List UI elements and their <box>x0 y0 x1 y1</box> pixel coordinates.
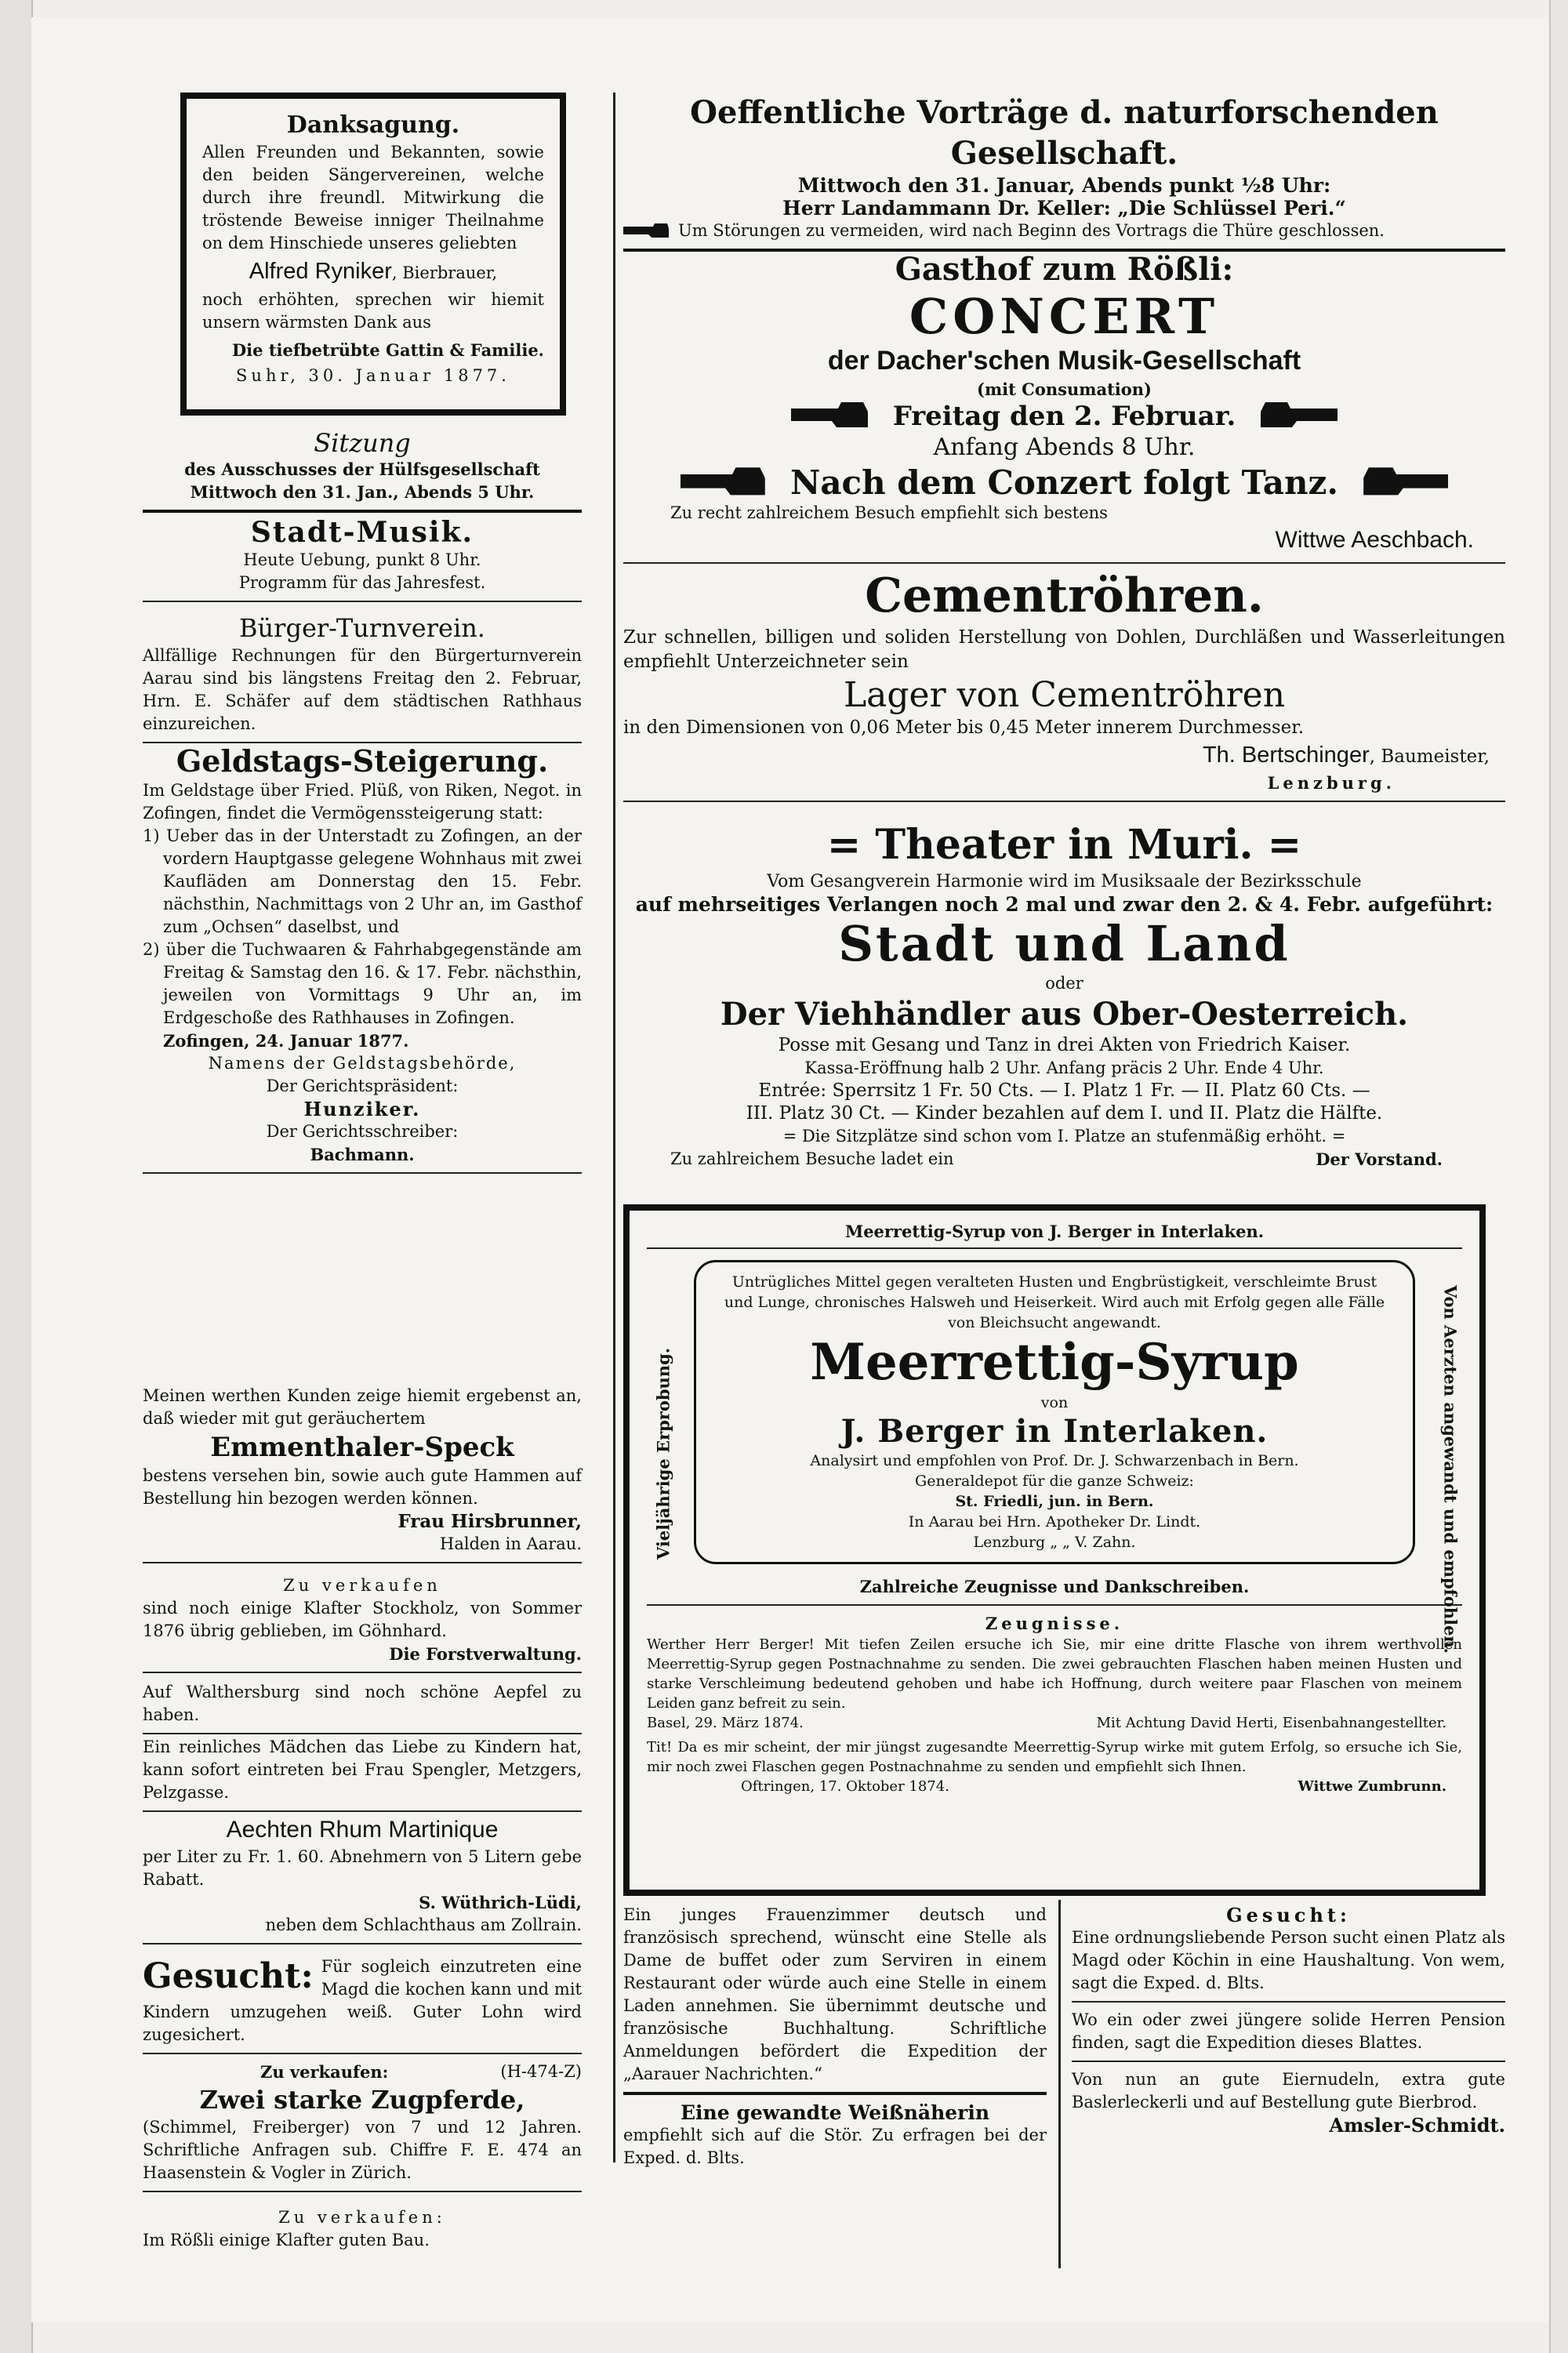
zugpferde-body: (Schimmel, Freiberger) von 7 und 12 Jahren. Schriftliche Anfragen sub. Chiffre F. E. 474 an Haasenstein & Vogler in Zürich. <box>143 2118 582 2182</box>
syrup-letter1-date: Basel, 29. März 1874. <box>647 1715 804 1731</box>
cement-body2: in den Dimensionen von 0,06 Meter bis 0,45 Meter innerem Durchmesser. <box>623 717 1305 738</box>
rhum-ad <box>143 1814 582 1951</box>
page-edge-left <box>0 0 33 2353</box>
syrup-letter2-date: Oftringen, 17. Oktober 1874. <box>741 1778 949 1795</box>
syrup-side-left: Vieljährige Erprobung. <box>653 1347 673 1560</box>
theater-kasse: Kassa-Eröffnung halb 2 Uhr. Anfang präcis 2 Uhr. Ende 4 Uhr. <box>804 1058 1324 1077</box>
geldstag-intro: Im Geldstage über Fried. Plüß, von Riken, Negot. in Zofingen, findet die Vermögenssteigerung statt: <box>143 781 582 822</box>
pointing-hand-left-icon <box>1259 401 1338 432</box>
theater-play2: Der Viehhändler aus Ober-Oesterreich. <box>720 996 1409 1033</box>
syrup-title: Meerrettig-Syrup <box>810 1333 1299 1392</box>
gesucht-person-title: Gesucht: <box>1226 1904 1351 1926</box>
eiernudeln-body: Von nun an gute Eiernudeln, extra gute Baslerleckerli und auf Bestellung gute Bierbrod. <box>1072 2070 1505 2112</box>
speck-title: Emmenthaler-Speck <box>210 1432 514 1463</box>
concert-sub2: (mit Consumation) <box>977 379 1152 399</box>
frauenzimmer-ad: Ein junges Frauenzimmer deutsch und französisch sprechend, wünscht eine Stelle als Dame de buffet oder zum Serviren in einem Restaurant oder würde auch eine Stelle in einem Laden annehmen. Sie übernimmt deutsche und französische Buchhaltung. Schriftliche Anmeldungen befördert die Expedition der „Aarauer Nachrichten.“ <box>623 1905 1047 2083</box>
theater-ad <box>623 820 1505 1171</box>
geldstag-authority: Namens der Geldstagsbehörde, <box>208 1054 517 1073</box>
geldstag-president-title: Der Gerichtspräsident: <box>266 1077 459 1095</box>
theater-invite-row <box>623 1148 1505 1171</box>
concert-ad <box>623 249 1505 570</box>
syrup-ad <box>623 1204 1486 1896</box>
rhum-title: Aechten Rhum Martinique <box>226 1817 499 1843</box>
stockholz-body: sind noch einige Klafter Stockholz, von Sommer 1876 übrig geblieben, im Göhnhard. <box>143 1599 582 1640</box>
cement-ad <box>623 566 1505 808</box>
page-edge-right <box>1549 0 1568 2353</box>
syrup-letter1-sign: Mit Achtung David Herti, Eisenbahnangestellter. <box>1096 1715 1446 1731</box>
theater-intro2: auf mehrseitiges Verlangen noch 2 mal und zwar den 2. & 4. Febr. aufgeführt: <box>635 893 1494 916</box>
danksagung-body2: noch erhöhten, sprechen wir hiemit unsern wärmsten Dank aus <box>202 290 544 332</box>
concert-sub: der Dacher'schen Musik-Gesellschaft <box>827 346 1301 376</box>
column-divider <box>613 93 615 2162</box>
geldstag-ad <box>143 743 582 1180</box>
weissnaeherin-body: empfiehlt sich auf die Stör. Zu erfragen bei der Exped. d. Blts. <box>623 2126 1047 2167</box>
theater-entree: Entrée: Sperrsitz 1 Fr. 50 Cts. — I. Platz 1 Fr. — II. Platz 60 Cts. — <box>758 1080 1370 1101</box>
concert-date: Freitag den 2. Februar. <box>892 401 1236 432</box>
theater-sign: Der Vorstand. <box>1316 1149 1443 1169</box>
danksagung-place: Suhr, 30. Januar 1877. <box>236 366 510 385</box>
right-column <box>623 93 1505 2167</box>
pointing-hand-right-icon-2 <box>681 466 767 500</box>
maedchen-body: Ein reinliches Mädchen das Liebe zu Kindern hat, kann sofort eintreten bei Frau Spengler, Metzgers, Pelzgasse. <box>143 1738 582 1802</box>
geldstag-date: Zofingen, 24. Januar 1877. <box>163 1031 409 1051</box>
weissnaeherin-title: Eine gewandte Weißnäherin <box>681 2101 989 2124</box>
cement-body1: Zur schnellen, billigen und soliden Herstellung von Dohlen, Durchläßen und Wasserleitungen empfiehlt Unterzeichneter sein <box>623 627 1505 672</box>
syrup-analyse: Analysirt und empfohlen von Prof. Dr. J. Schwarzenbach in Bern. <box>810 1452 1299 1469</box>
sitzung-line1: des Ausschusses der Hülfsgesellschaft <box>184 459 540 479</box>
gesucht-magd-title: Gesucht: <box>143 1956 314 1996</box>
cement-place: Lenzburg. <box>1267 773 1396 793</box>
sitzung-title: Sitzung <box>314 428 411 458</box>
syrup-letter2-sig-row <box>647 1777 1462 1796</box>
concert-invite: Zu recht zahlreichem Besuch empfiehlt sich bestens <box>670 503 1108 522</box>
speck-sign: Frau Hirsbrunner, <box>397 1511 582 1532</box>
aepfel-body: Auf Walthersburg sind noch schöne Aepfel zu haben. <box>143 1683 582 1724</box>
eiernudeln-sign: Amsler-Schmidt. <box>1329 2114 1505 2137</box>
aepfel-ad <box>143 1681 582 1741</box>
geldstag-item2: 2) über die Tuchwaaren & Fahrhabgegenstände am Freitag & Samstag den 16. & 17. Febr. nächsthin, jeweilen von Vormittags 9 Uhr an, im Erdgeschoße des Rathhauses in Zofingen. <box>143 940 582 1027</box>
sitzung-line2: Mittwoch den 31. Jan., Abends 5 Uhr. <box>190 482 535 502</box>
geldstag-title: Geldstags-Steigerung. <box>176 743 549 779</box>
bau-head: Zu verkaufen: <box>278 2208 446 2227</box>
bottom-right-subcolumn <box>1072 1904 1505 2137</box>
theater-oder: oder <box>1045 974 1083 993</box>
geldstag-clerk: Bachmann. <box>310 1145 415 1164</box>
bottom-left-subcolumn <box>623 1904 1047 2170</box>
concert-date-row <box>623 401 1505 432</box>
syrup-letter1: Werther Herr Berger! Mit tiefen Zeilen ersuche ich Sie, mir eine dritte Flasche von ihrem werthvollen Meerrettig-Syrup gegen Postnachnahme zu senden. Die zwei gebrauchten Flaschen haben meinen Husten und starke Verschleimung bedeutend gehoben und habe ich Hoffnung, durch weitere paar Flaschen von meinem Leiden ganz befreit zu sein. <box>647 1636 1462 1712</box>
theater-posse: Posse mit Gesang und Tanz in drei Akten von Friedrich Kaiser. <box>778 1035 1351 1055</box>
bau-ad <box>143 2206 582 2252</box>
pointing-hand-right-icon <box>791 401 869 432</box>
cement-lager: Lager von Cementröhren <box>843 675 1286 715</box>
pension-ad: Wo ein oder zwei jüngere solide Herren Pension finden, sagt die Expedition dieses Blattes. <box>1072 2010 1505 2052</box>
geldstag-clerk-title: Der Gerichtsschreiber: <box>266 1122 459 1141</box>
concert-head: Gasthof zum Rößli: <box>895 251 1234 288</box>
speck-ad <box>143 1385 582 1570</box>
concert-start: Anfang Abends 8 Uhr. <box>933 434 1196 461</box>
gesucht-person-body: Eine ordnungsliebende Person sucht einen Platz als Magd oder Köchin in eine Haushaltung. Von wem, sagt die Exped. d. Blts. <box>1072 1928 1505 1992</box>
syrup-zeugn: Zeugnisse. <box>985 1614 1124 1633</box>
syrup-depot: Generaldepot für die ganze Schweiz: <box>915 1472 1194 1490</box>
concert-title: CONCERT <box>909 288 1220 345</box>
bau-body: Im Rößli einige Klafter guten Bau. <box>143 2231 430 2250</box>
stadtmusik-title: Stadt-Musik. <box>250 516 474 549</box>
vortraege-line3-row <box>623 220 1505 242</box>
zugpferde-title: Zwei starke Zugpferde, <box>199 2085 525 2115</box>
danksagung-name: Alfred Ryniker, Bierbrauer, <box>249 259 498 284</box>
zugpferde-ad <box>143 2061 582 2199</box>
gesucht-magd-ad <box>143 1955 582 2061</box>
geldstag-president: Hunziker. <box>303 1098 421 1120</box>
speck-body: bestens versehen bin, sowie auch gute Hammen auf Bestellung hin bezogen werden können. <box>143 1466 582 1508</box>
danksagung-title: Danksagung. <box>286 111 460 139</box>
sitzung-ad <box>143 428 582 519</box>
theater-title: = Theater in Muri. = <box>826 821 1302 869</box>
bottom-divider <box>1058 1900 1061 2268</box>
syrup-letter1-sig-row <box>647 1713 1462 1733</box>
geldstag-item1: 1) Ueber das in der Unterstadt zu Zofingen, an der vordern Hauptgasse gelegene Wohnhaus mit zwei Kaufläden am Donnerstag den 15. Febr. nächsthin, Nachmittags von 2 Uhr an, im Gasthof zum „Ochsen“ daselbst, und <box>143 826 582 936</box>
concert-tanz: Nach dem Conzert folgt Tanz. <box>789 463 1339 502</box>
danksagung-ad <box>180 93 566 416</box>
syrup-side-right: Von Aerzten angewandt und empfohlen. <box>1440 1285 1461 1654</box>
zugpferde-head: Zu verkaufen: <box>260 2062 389 2082</box>
concert-tanz-row <box>623 463 1505 502</box>
syrup-lenzburg: Lenzburg „ „ V. Zahn. <box>973 1534 1136 1551</box>
syrup-von: von <box>1040 1394 1069 1411</box>
theater-note: = Die Sitzplätze sind schon vom I. Platze an stufenmäßig erhöht. = <box>782 1127 1346 1146</box>
stadtmusik-ad <box>143 516 582 608</box>
stockholz-ad <box>143 1574 582 1679</box>
zugpferde-head-row <box>143 2061 582 2083</box>
syrup-head: Meerrettig-Syrup von J. Berger in Interlaken. <box>844 1222 1265 1241</box>
turnverein-body: Allfällige Rechnungen für den Bürgerturnverein Aarau sind bis längstens Freitag den 2. Februar, Hrn. E. Schäfer auf dem städtischen Rathhaus einzureichen. <box>143 646 582 733</box>
pointing-hand-left-icon-2 <box>1362 466 1448 500</box>
stockholz-sign: Die Forstverwaltung. <box>389 1644 582 1664</box>
stadtmusik-line1: Heute Uebung, punkt 8 Uhr. <box>243 550 481 569</box>
syrup-maker: J. Berger in Interlaken. <box>840 1413 1269 1450</box>
speck-sign2: Halden in Aarau. <box>440 1534 582 1553</box>
cement-title: Cementröhren. <box>865 568 1264 623</box>
syrup-letter2: Tit! Da es mir scheint, der mir jüngst zugesandte Meerrettig-Syrup wirke mit gutem Erfolg, so ersuche ich Sie, mir noch zwei Flaschen gegen Postnachnahme zu senden und empfiehlt sich Ihnen. <box>647 1739 1462 1775</box>
maedchen-ad <box>143 1736 582 1818</box>
theater-entree2: III. Platz 30 Ct. — Kinder bezahlen auf dem I. und II. Platz die Hälfte. <box>746 1103 1383 1124</box>
syrup-aarau: In Aarau bei Hrn. Apotheker Dr. Lindt. <box>908 1513 1201 1531</box>
danksagung-sign: Die tiefbetrübte Gattin & Familie. <box>231 340 544 360</box>
turnverein-ad <box>143 612 582 750</box>
left-column <box>143 93 582 2250</box>
stadtmusik-line2: Programm für das Jahresfest. <box>238 573 486 592</box>
gesucht-magd-body: Gesucht: Für sogleich einzutreten eine Magd die kochen kann und mit Kindern umzugehen weiß. Guter Lohn wird zugesichert. <box>143 1956 582 2044</box>
theater-invite: Zu zahlreichem Besuche ladet ein <box>670 1149 954 1168</box>
vortraege-line2: Herr Landammann Dr. Keller: „Die Schlüssel Peri.“ <box>782 197 1346 220</box>
syrup-depot2: St. Friedli, jun. in Bern. <box>955 1493 1154 1510</box>
syrup-intro: Untrügliches Mittel gegen veralteten Husten und Engbrüstigkeit, verschleimte Brust und Lunge, chronisches Halsweh und Heiserkeit. Wird auch mit Erfolg gegen alle Fälle von Bleichsucht angewandt. <box>724 1273 1385 1331</box>
syrup-letter2-sign: Wittwe Zumbrunn. <box>1298 1778 1446 1795</box>
theater-play: Stadt und Land <box>838 915 1290 972</box>
vortraege-ad <box>623 93 1505 258</box>
rhum-sign2: neben dem Schlachthaus am Zollrain. <box>265 1915 582 1934</box>
rhum-sign: S. Wüthrich-Lüdi, <box>419 1893 582 1912</box>
danksagung-body: Allen Freunden und Bekannten, sowie den beiden Sängervereinen, welche durch ihre freundl. Mitwirkung die tröstende Beweise inniger Theilnahme on dem Hinschiede unseres geliebten <box>202 143 544 252</box>
stockholz-head: Zu verkaufen <box>283 1576 441 1595</box>
turnverein-title: Bürger-Turnverein. <box>239 613 485 643</box>
syrup-inner <box>694 1260 1415 1564</box>
theater-intro1: Vom Gesangverein Harmonie wird im Musiksaale der Bezirksschule <box>767 872 1362 891</box>
pointing-hand-icon <box>623 222 670 241</box>
speck-intro: Meinen werthen Kunden zeige hiemit ergebenst an, daß wieder mit gut geräuchertem <box>143 1386 582 1428</box>
vortraege-line1: Mittwoch den 31. Januar, Abends punkt ½8 Uhr: <box>797 174 1331 197</box>
vortraege-title: Oeffentliche Vorträge d. naturforschenden Gesellschaft. <box>690 94 1439 172</box>
concert-sign: Wittwe Aeschbach. <box>1275 527 1474 553</box>
syrup-zeugn-head: Zahlreiche Zeugnisse und Dankschreiben. <box>859 1577 1250 1596</box>
vortraege-line3: Um Störungen zu vermeiden, wird nach Beginn des Vortrags die Thüre geschlossen. <box>678 221 1385 240</box>
cement-sign: Th. Bertschinger, Baumeister, <box>1202 743 1490 768</box>
zugpferde-code: (H-474-Z) <box>500 2062 582 2081</box>
rhum-body: per Liter zu Fr. 1. 60. Abnehmern von 5 Litern gebe Rabatt. <box>143 1847 582 1889</box>
